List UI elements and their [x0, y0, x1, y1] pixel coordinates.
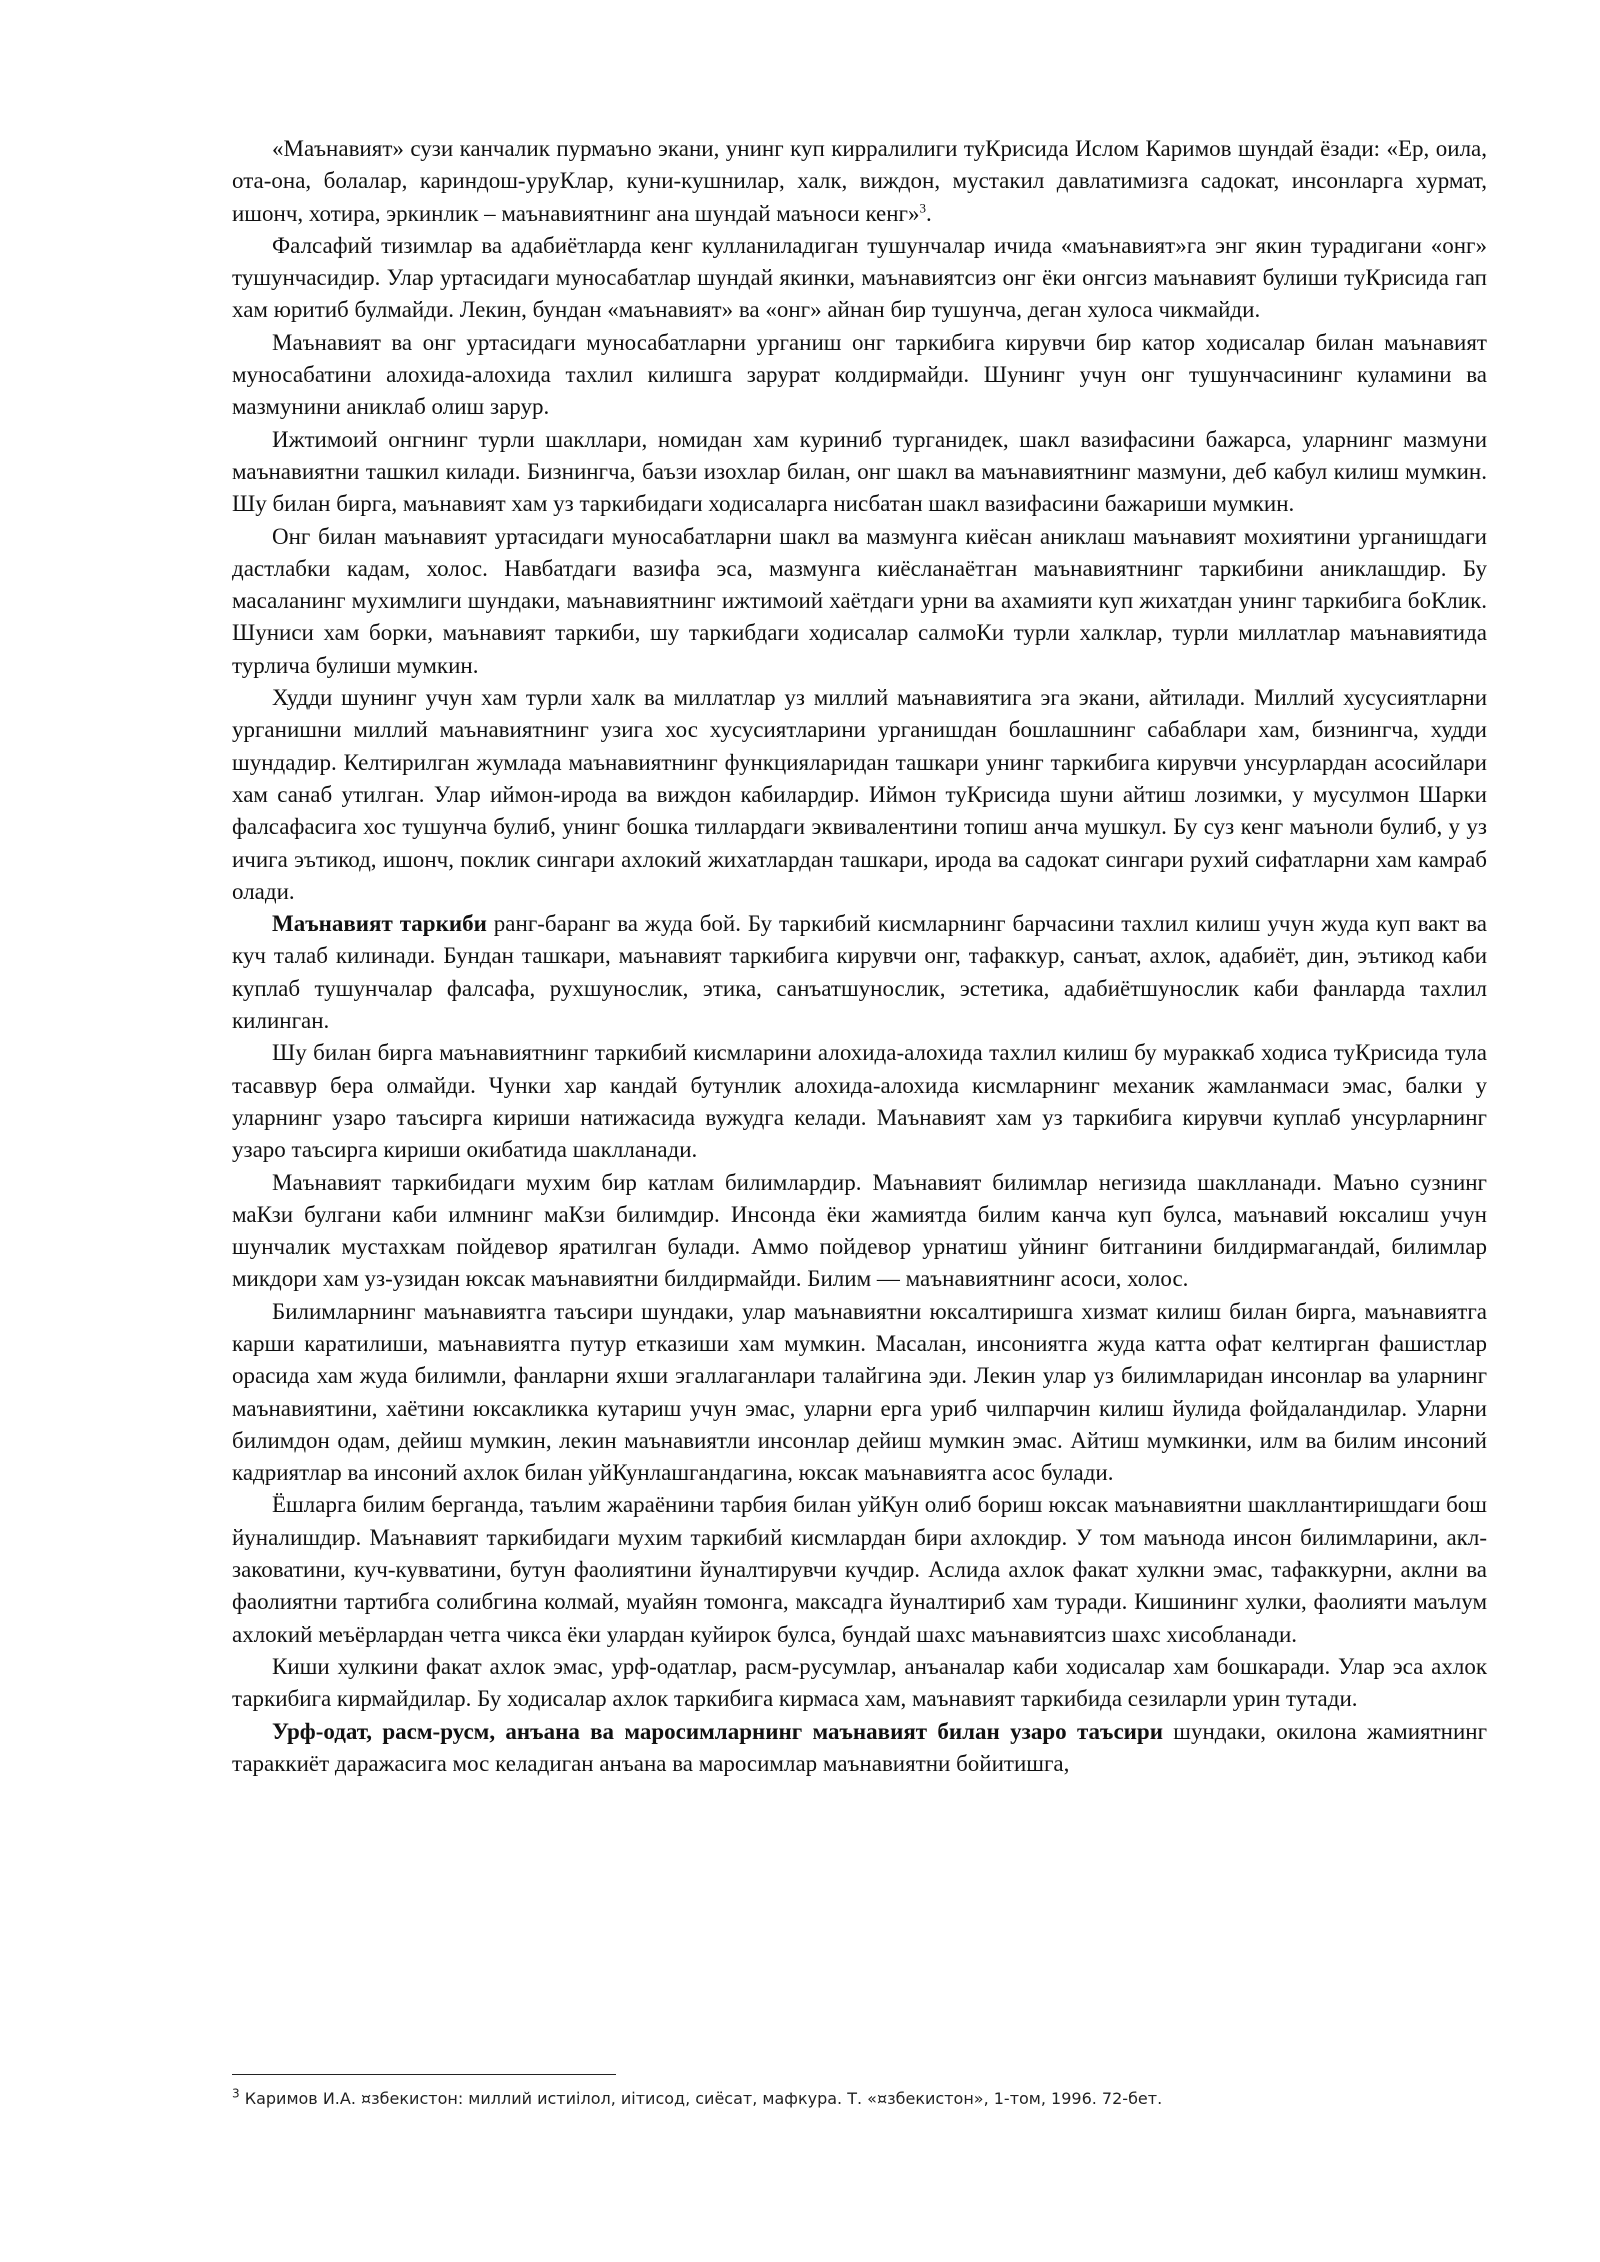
footnote-reference[interactable]: 3 [919, 199, 926, 215]
paragraph-5: Онг билан маънавият уртасидаги муносабатларни шакл ва мазмунга киёсан аниклаш маънавият мохиятини урганишдаги дастлабки кадам, холос. Навбатдаги вазифа эса, мазмунга киёсланаётган маънавиятнинг таркибини аниклашдир. Бу масаланинг мухимлиги шундаки, маънавиятнинг ижтимоий хаётдаги урни ва ахамияти куп жихатдан унинг таркибига боКлик. Шуниси хам борки, маънавият таркиби, шу таркибдаги ходисалар салмоКи турли халклар, турли миллатлар маънавиятида турлича булиши мумкин. [232, 523, 1487, 678]
paragraph-2: Фалсафий тизимлар ва адабиётларда кенг кулланиладиган тушунчалар ичида «маънавият»га энг якин турадигани «онг» тушунчасидир. Улар уртасидаги муносабатлар шундай якинки, маънавиятсиз онг ёки онгсиз маънавият булиши туКрисида гап хам юритиб булмайди. Лекин, бундан «маънавият» ва «онг» айнан бир тушунча, деган хулоса чикмайди. [232, 232, 1487, 323]
footnote-separator [232, 2074, 616, 2075]
document-body [232, 133, 1487, 1780]
bold-term: Урф-одат, расм-русм, анъана ва маросимларнинг маънавият билан узаро таъсири [272, 1718, 1163, 1744]
paragraph-8: Шу билан бирга маънавиятнинг таркибий кисмларини алохида-алохида тахлил килиш бу мураккаб ходиса туКрисида тула тасаввур бера олмайди. Чунки хар кандай бутунлик алохида-алохида кисмларнинг механик жамланмаси эмас, балки у уларнинг узаро таъсирга кириши натижасида вужудга келади. Маънавият хам уз таркибига кирувчи куплаб унсурларнинг узаро таъсирга кириши окибатида шаклланади. [232, 1040, 1487, 1163]
footnote [232, 2088, 1487, 2110]
paragraph-7: Маънавият таркиби ранг-баранг ва жуда бой. Бу таркибий кисмларнинг барчасини тахлил килиш учун жуда куп вакт ва куч талаб килинади. Бундан ташкари, маънавият таркибига кирувчи онг, тафаккур, санъат, ахлок, адабиёт, дин, эътикод каби куплаб тушунчалар фалсафа, рухшунослик, этика, санъатшунослик, эстетика, адабиётшунослик каби фанларда тахлил килинган. [232, 911, 1487, 1034]
paragraph-11: Ёшларга билим берганда, таълим жараёнини тарбия билан уйКун олиб бориш юксак маънавиятни шакллантиришдаги бош йуналишдир. Маънавият таркибидаги мухим таркибий кисмлардан бири ахлокдир. У том маънода инсон билимларини, акл-заковатини, куч-кувватини, бутун фаолиятини йуналтирувчи кучдир. Аслида ахлок факат хулкни эмас, тафаккурни, аклни ва фаолиятни тартибга солибгина колмай, муайян томонга, максадга йуналтириб хам туради. Кишининг хулки, фаолияти маълум ахлокий меъёрлардан четга чикса ёки улардан куйирок булса, бундай шахс маънавиятсиз шахс хисобланади. [232, 1492, 1487, 1647]
paragraph-4: Ижтимоий онгнинг турли шакллари, номидан хам куриниб турганидек, шакл вазифасини бажарса, уларнинг мазмуни маънавиятни ташкил килади. Бизнингча, баъзи изохлар билан, онг шакл ва маънавиятнинг мазмуни, деб кабул килиш мумкин. Шу билан бирга, маънавият хам уз таркибидаги ходисаларга нисбатан шакл вазифасини бажариши мумкин. [232, 426, 1487, 517]
paragraph-10: Билимларнинг маънавиятга таъсири шундаки, улар маънавиятни юксалтиришга хизмат килиш билан бирга, маънавиятга карши каратилиши, маънавиятга путур етказиши хам мумкин. Масалан, инсониятга жуда катта офат келтирган фашистлар орасида хам жуда билимли, фанларни яхши эгаллаганлари талайгина эди. Лекин улар уз билимларидан инсонлар ва уларнинг маънавиятини, хаётини юксакликка кутариш учун эмас, уларни ерга уриб чилпарчин килиш йулида фойдаландилар. Уларни билимдон одам, дейиш мумкин, лекин маънавиятли инсонлар дейиш мумкин эмас. Айтиш мумкинки, илм ва билим инсоний кадриятлар ва инсоний ахлок билан уйКунлашгандагина, юксак маънавиятга асос булади. [232, 1298, 1487, 1486]
paragraph-9: Маънавият таркибидаги мухим бир катлам билимлардир. Маънавият билимлар негизида шаклланади. Маъно сузнинг маКзи булгани каби илмнинг маКзи билимдир. Инсонда ёки жамиятда билим канча куп булса, маънавий юксалиш учун шунчалик мустахкам пойдевор яратилган булади. Аммо пойдевор урнатиш уйнинг битганини билдирмагандай, билимлар микдори хам уз-узидан юксак маънавиятни билдирмайди. Билим — маънавиятнинг асоси, холос. [232, 1169, 1487, 1292]
paragraph-12: Киши хулкини факат ахлок эмас, урф-одатлар, расм-русумлар, анъаналар каби ходисалар хам бошкаради. Улар эса ахлок таркибига кирмайдилар. Бу ходисалар ахлок таркибига кирмаса хам, маънавият таркибида сезиларли урин тутади. [232, 1653, 1487, 1712]
bold-term: Маънавият таркиби [272, 911, 487, 937]
paragraph-1: «Маънавият» сузи канчалик пурмаъно экани, унинг куп кирралилиги туКрисида Ислом Каримов шундай ёзади: «Ер, оила, ота-она, болалар, кариндош-уруКлар, куни-кушнилар, халк, виждон, мустакил давлатимизга садокат, инсонларга хурмат, ишонч, хотира, эркинлик – маънавиятнинг ана шундай маъноси кенг»$^3$. [232, 136, 1487, 226]
paragraph-6: Худди шунинг учун хам турли халк ва миллатлар уз миллий маънавиятига эга экани, айтилади. Миллий хусусиятларни урганишни миллий маънавиятнинг узига хос хусусиятларини урганишдан бошлашнинг сабаблари хам, бизнингча, худди шундадир. Келтирилган жумлада маънавиятнинг функцияларидан ташкари унинг таркибига кирувчи унсурлардан асосийлари хам санаб утилган. Улар иймон-ирода ва виждон кабилардир. Иймон туКрисида шуни айтиш лозимки, у мусулмон Шарки фалсафасига хос тушунча булиб, унинг бошка тиллардаги эквивалентини топиш анча мушкул. Бу суз кенг маъноли булиб, у уз ичига эътикод, ишонч, поклик сингари ахлокий жихатлардан ташкари, ирода ва садокат сингари рухий сифатларни хам камраб олади. [232, 685, 1487, 904]
footnote-text: Каримов И.А. ¤збекистон: миллий истиілол, иітисод, сиёсат, мафкура. Т. «¤збекистон», 1-том, 1996. 72-бет. [239, 2089, 1163, 2108]
paragraph-13: Урф-одат, расм-русм, анъана ва маросимларнинг маънавият билан узаро таъсири шундаки, окилона жамиятнинг тараккиёт даражасига мос келадиган анъана ва маросимлар маънавиятни бойитишга, [232, 1718, 1487, 1776]
footnote-number: 3 [232, 2086, 240, 2101]
paragraph-3: Маънавият ва онг уртасидаги муносабатларни урганиш онг таркибига кирувчи бир катор ходисалар билан маънавият муносабатини алохида-алохида тахлил килишга зарурат колдирмайди. Шунинг учун онг тушунчасининг куламини ва мазмунини аниклаб олиш зарур. [232, 329, 1487, 420]
